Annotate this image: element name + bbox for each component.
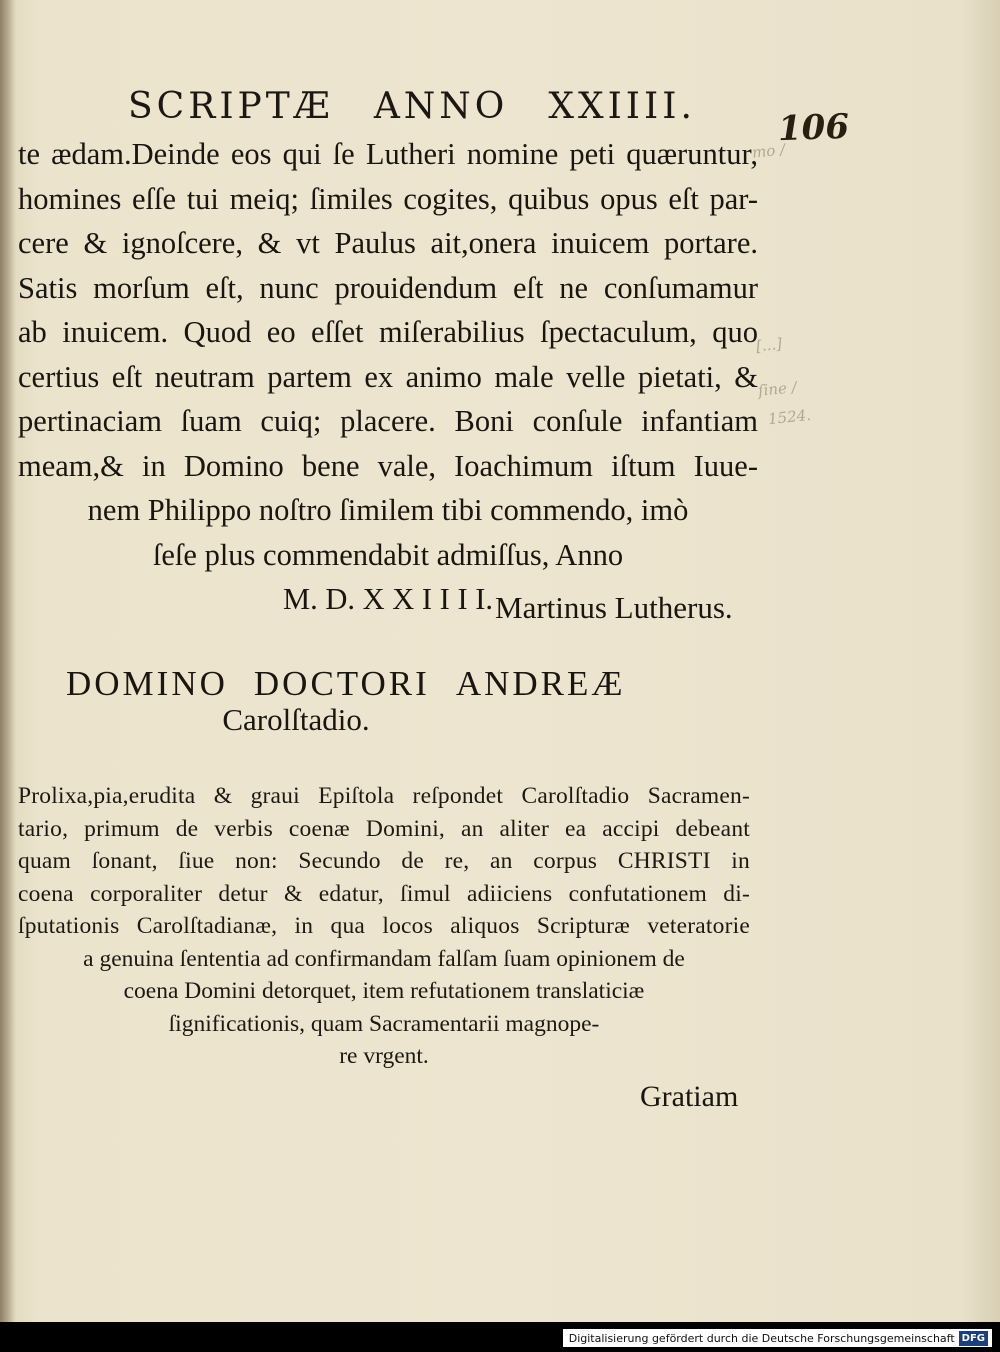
- letter-line: Satis morſum eſt, nunc prouidendum eſt ne conſumamur: [18, 270, 758, 305]
- letter-line: ab inuicem. Quod eo eſſet miſerabilius ſpectaculum, quo: [18, 315, 758, 349]
- letter-line: nem Philippo noſtro ſimilem tibi commendo, imò: [87, 493, 689, 527]
- summary-line: tario, primum de verbis coenæ Domini, an aliter ea accipi debeant: [18, 815, 750, 842]
- summary-line: quam ſonant, ſiue non: Secundo de re, an corpus CHRISTI in: [18, 848, 750, 874]
- footer-bar: [0, 1322, 1000, 1352]
- heading-word-2: DOCTORI: [253, 664, 430, 703]
- margin-pencil-mark: mo /: [751, 140, 786, 162]
- letter-line: cere & ignoſcere, & vt Paulus ait,onera inuicem portare.: [18, 226, 758, 260]
- folio-number: 106: [777, 106, 850, 150]
- letter-summary: [18, 780, 750, 1073]
- catchword: Gratiam: [640, 1080, 739, 1113]
- letter-date-line: M. D. X X I I I I.: [282, 582, 494, 616]
- letter-heading: [66, 664, 706, 704]
- heading-word-1: DOMINO: [66, 664, 228, 703]
- summary-line: a genuina ſententia ad confirmandam falſam ſuam opinionem de: [83, 945, 685, 972]
- summary-line: Prolixa,pia,erudita & graui Epiſtola reſpondet Carolſtadio Sacramen-: [18, 783, 750, 809]
- running-title-word-2: ANNO: [373, 86, 509, 127]
- margin-pencil-mark: 1524.: [767, 405, 812, 429]
- summary-line: coena Domini detorquet, item refutationem translaticiæ: [123, 978, 645, 1004]
- signature: Martinus Lutherus.: [495, 590, 733, 625]
- running-title-word-3: XXIIII.: [548, 86, 696, 127]
- letter-line: ſeſe plus commendabit admiſſus, Anno: [152, 537, 624, 572]
- heading-word-3: ANDREÆ: [455, 664, 626, 703]
- funding-credit-text: Digitalisierung gefördert durch die Deutsche Forschungsgemeinschaft: [568, 1331, 955, 1345]
- letter-line: meam,& in Domino bene vale, Ioachimum iſtum Iuue-: [18, 448, 758, 483]
- spine-shadow: [0, 0, 16, 1322]
- letter-line: homines eſſe tui meiq; ſimiles cogites, quibus opus eſt par-: [18, 181, 758, 216]
- summary-line: ſputationis Carolſtadianæ, in qua locos aliquos Scripturæ veteratorie: [18, 913, 750, 939]
- letter-line: pertinaciam ſuam cuiq; placere. Boni conſule infantiam: [18, 404, 758, 438]
- letter-line: te ædam.Deinde eos qui ſe Lutheri nomine peti quæruntur,: [18, 137, 758, 171]
- funding-credit: [563, 1329, 992, 1347]
- margin-pencil-mark: [...]: [755, 334, 783, 356]
- running-title-word-1: SCRIPTÆ: [128, 86, 334, 127]
- summary-line: re vrgent.: [339, 1043, 429, 1069]
- running-title: [128, 86, 696, 127]
- letter-body: [18, 132, 758, 622]
- summary-line: ſignificationis, quam Sacramentarii magnope-: [168, 1010, 600, 1037]
- margin-pencil-mark: ſine /: [757, 378, 798, 400]
- summary-line: coena corporaliter detur & edatur, ſimul adiiciens confutationem di-: [18, 880, 750, 907]
- letter-line: certius eſt neutram partem ex animo male velle pietati, &: [18, 359, 758, 394]
- dfg-logo: DFG: [959, 1331, 988, 1346]
- letter-heading-recipient: Carolſtadio.: [222, 702, 370, 737]
